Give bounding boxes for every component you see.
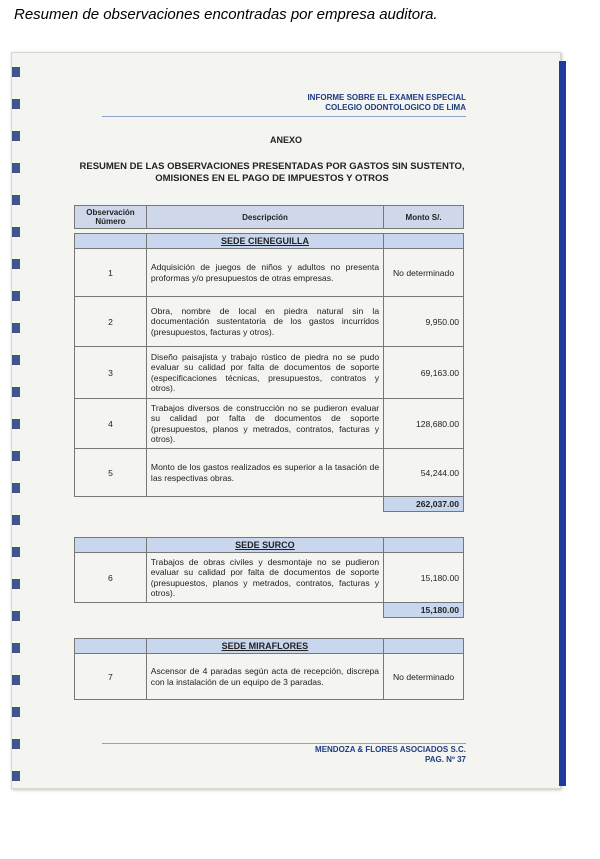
obs-number: 1	[75, 249, 147, 297]
obs-number: 3	[75, 347, 147, 399]
header-line-1: INFORME SOBRE EL EXAMEN ESPECIAL	[307, 93, 466, 102]
obs-amount: No determinado	[384, 249, 464, 297]
table-row	[75, 249, 464, 297]
obs-amount: 15,180.00	[384, 553, 464, 603]
obs-amount: 69,163.00	[384, 347, 464, 399]
sede-label: SEDE MIRAFLORES	[221, 641, 309, 651]
obs-description: Trabajos de obras civiles y desmontaje no se pudieron evaluar su calidad por falta de documentos de soporte (presupuestos, planos y metrados, contratos, facturas y otros).	[146, 553, 383, 603]
obs-description: Obra, nombre de local en piedra natural sin la documentación sustentatoria de los gastos incurridos (presupuestos, facturas y otros).	[146, 297, 383, 347]
obs-amount: 9,950.00	[384, 297, 464, 347]
report-footer	[315, 745, 466, 765]
obs-description: Diseño paisajista y trabajo rústico de piedra no se pudo evaluar su calidad por falta de documentos de soporte (especificaciones técnicas, presupuestos, contratos y otros).	[146, 347, 383, 399]
title-line-1: RESUMEN DE LAS OBSERVACIONES PRESENTADAS POR GASTOS SIN SUSTENTO,	[79, 161, 465, 172]
obs-number: 7	[75, 654, 147, 700]
report-header	[307, 93, 466, 113]
header-amount: Monto S/.	[384, 206, 464, 229]
table-header-row	[75, 206, 464, 229]
obs-number: 5	[75, 449, 147, 497]
obs-number: 4	[75, 399, 147, 449]
sede-row	[75, 538, 464, 553]
anexo-title: ANEXO	[269, 135, 302, 145]
header-divider	[102, 116, 466, 117]
sede-label: SEDE CIENEGUILLA	[221, 236, 310, 246]
subtotal-row	[75, 497, 464, 512]
obs-number: 2	[75, 297, 147, 347]
subtotal-value: 15,180.00	[384, 603, 464, 618]
obs-number: 6	[75, 553, 147, 603]
obs-description: Adquisición de juegos de niños y adultos no presenta proformas y/o presupuestos de otras empresas.	[146, 249, 383, 297]
table-row	[75, 553, 464, 603]
sede-label: SEDE SURCO	[235, 540, 295, 550]
table-row	[75, 347, 464, 399]
figure-caption: Resumen de observaciones encontradas por empresa auditora.	[14, 6, 438, 23]
cover-edge	[559, 61, 566, 786]
footer-page-number: PAG. Nº 37	[424, 755, 466, 764]
subtotal-row	[75, 603, 464, 618]
table-cieneguilla	[74, 205, 464, 512]
footer-divider	[102, 743, 466, 744]
sede-row	[75, 639, 464, 654]
obs-description: Trabajos diversos de construcción no se pudieron evaluar su calidad por falta de documentos de soporte (presupuestos, planos y metrados, contratos, facturas y otros).	[146, 399, 383, 449]
table-row	[75, 297, 464, 347]
header-obs-number	[75, 206, 147, 229]
table-row	[75, 449, 464, 497]
obs-amount: 128,680.00	[384, 399, 464, 449]
table-row	[75, 399, 464, 449]
footer-firm: MENDOZA & FLORES ASOCIADOS S.C.	[315, 745, 466, 754]
obs-description: Monto de los gastos realizados es superior a la tasación de las respectivas obras.	[146, 449, 383, 497]
title-line-2: OMISIONES EN EL PAGO DE IMPUESTOS Y OTROS	[155, 173, 389, 184]
scanned-page	[11, 52, 561, 789]
obs-header-line-2: Número	[95, 217, 126, 226]
header-line-2: COLEGIO ODONTOLOGICO DE LIMA	[325, 103, 466, 112]
obs-header-line-1: Observación	[86, 208, 135, 217]
table-miraflores	[74, 638, 464, 700]
summary-title	[62, 161, 482, 185]
obs-amount: No determinado	[384, 654, 464, 700]
sede-row	[75, 234, 464, 249]
spiral-binding	[12, 53, 20, 788]
obs-description: Ascensor de 4 paradas según acta de recepción, discrepa con la instalación de un equipo de 3 paradas.	[146, 654, 383, 700]
header-description: Descripción	[146, 206, 383, 229]
table-row	[75, 654, 464, 700]
subtotal-value: 262,037.00	[384, 497, 464, 512]
obs-amount: 54,244.00	[384, 449, 464, 497]
table-surco	[74, 537, 464, 618]
